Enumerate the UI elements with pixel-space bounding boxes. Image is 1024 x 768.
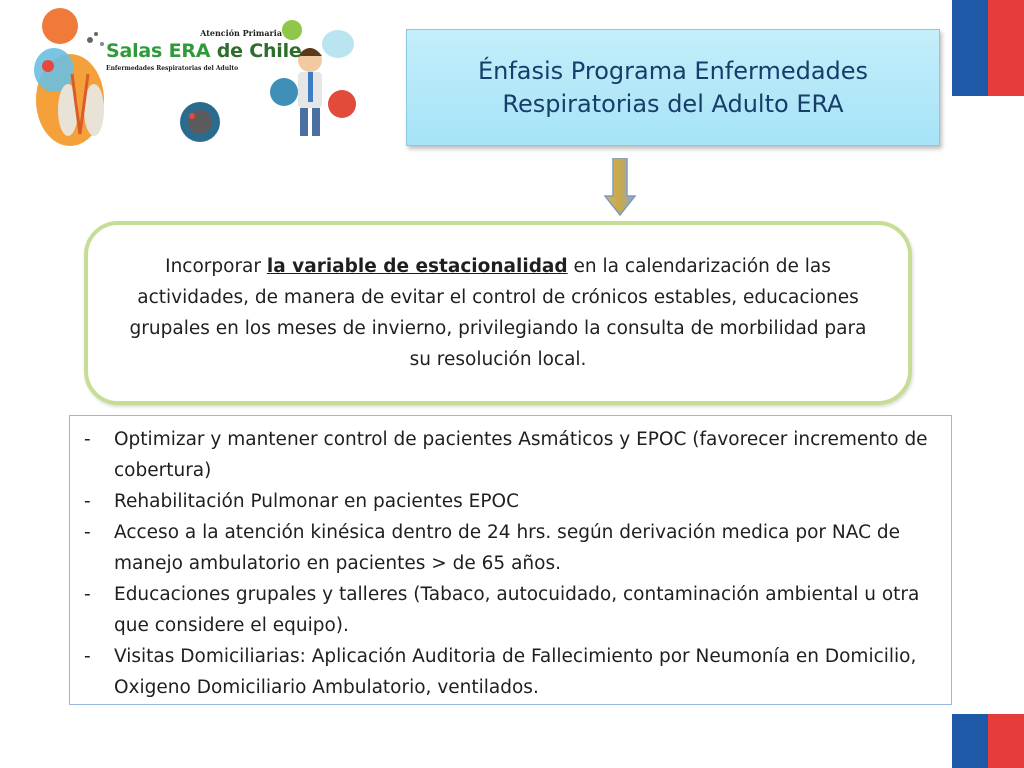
down-arrow-icon	[604, 158, 636, 216]
logo-top-label: Atención Primaria	[200, 28, 282, 38]
logo-bottom-label: Enfermedades Respiratorias del Adulto	[106, 65, 239, 72]
actions-list-box	[69, 415, 952, 705]
flag-decoration-top	[952, 0, 1024, 96]
actions-list	[84, 424, 941, 703]
estacionalidad-emphasis: la variable de estacionalidad	[266, 256, 568, 277]
flag-decoration-bottom	[952, 714, 1024, 768]
estacionalidad-box	[84, 221, 912, 405]
salas-era-logo	[24, 4, 364, 148]
logo-illustration	[24, 4, 364, 148]
list-item: - Acceso a la atención kinésica dentro de 24 hrs. según derivación medica por NAC de manejo ambulatorio en pacientes > de 65 años.	[84, 522, 900, 574]
list-item: - Rehabilitación Pulmonar en pacientes EPOC	[84, 491, 520, 512]
title-line-2: Respiratorias del Adulto ERA	[502, 89, 844, 118]
list-item: - Visitas Domiciliarias: Aplicación Auditoria de Fallecimiento por Neumonía en Domicilio, Oxigeno Domiciliario Ambulatorio, ventilados.	[84, 646, 917, 698]
logo-title: Salas ERA de Chile	[106, 40, 302, 62]
list-item: - Optimizar y mantener control de pacientes Asmáticos y EPOC (favorecer incremento de cobertura)	[84, 429, 928, 481]
list-item: - Educaciones grupales y talleres (Tabaco, autocuidado, contaminación ambiental u otra que considere el equipo).	[84, 584, 920, 636]
estacionalidad-text: Incorporar la variable de estacionalidad en la calendarización de las actividades, de manera de evitar el control de crónicos estables, educaciones grupales en los meses de invierno, privilegiando la consulta de morbilidad para su resolución local.	[129, 256, 867, 370]
title-line-1: Énfasis Programa Enfermedades	[477, 56, 869, 85]
slide-title	[406, 29, 940, 146]
